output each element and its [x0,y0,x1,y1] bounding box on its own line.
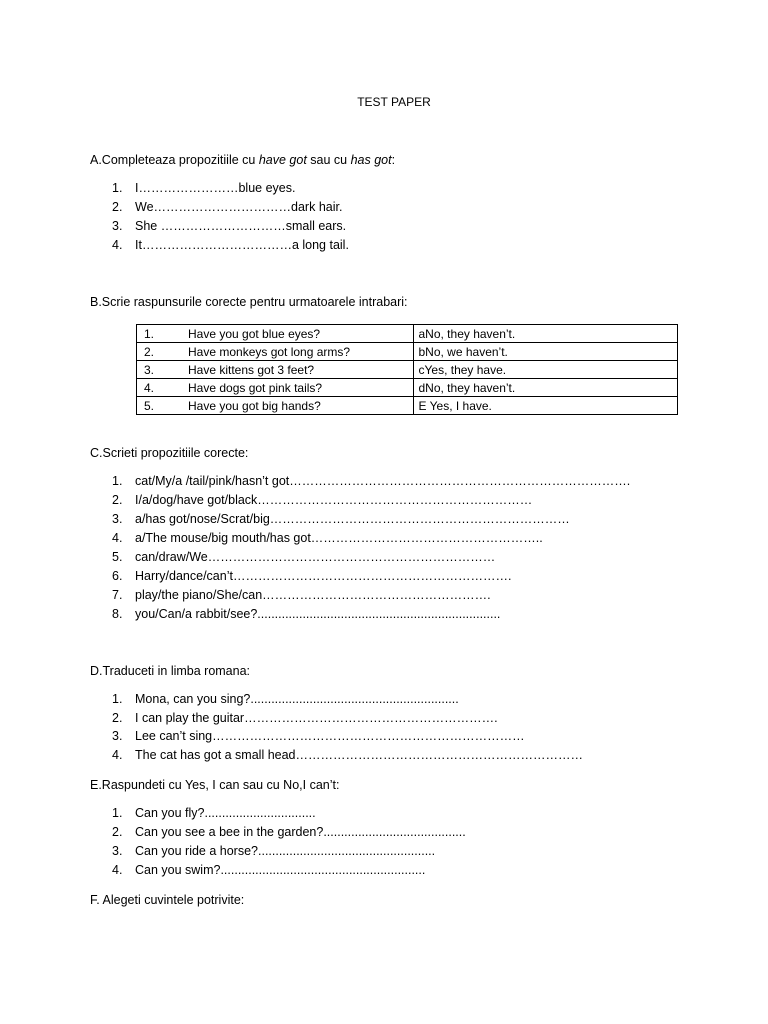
list-item [90,823,466,842]
list-item [90,179,349,198]
question-cell [137,379,414,397]
item-text: Can you see a bee in the garden?......................................... [135,825,466,839]
section-a-emphasis-1: have got [258,153,307,167]
item-text: She …………………………small ears. [135,219,347,233]
item-number: 8. [112,607,123,621]
question-text: Have you got blue eyes? [188,326,321,341]
question-text: Have kittens got 3 feet? [188,362,315,377]
list-item [90,586,630,605]
item-number: 1. [112,806,123,820]
item-text: Can you fly?................................ [135,806,316,820]
section-d-list [90,690,583,765]
question-text: Have dogs got pink tails? [188,380,323,395]
item-text: I/a/dog/have got/black………………………………………………………… [135,493,533,507]
answer-cell: cYes, they have. [413,361,678,379]
section-c-list [90,472,630,624]
list-item [90,491,630,510]
list-item [90,709,583,728]
list-item [90,510,630,529]
item-text: It………………………………a long tail. [135,238,349,252]
answer-cell: E Yes, I have. [413,397,678,415]
item-text: I……………………blue eyes. [135,181,296,195]
table-row [137,379,678,397]
list-item [90,861,466,880]
list-item [90,529,630,548]
item-number: 2. [112,493,123,507]
item-number: 3. [112,729,123,744]
answer-cell: bNo, we haven’t. [413,343,678,361]
item-text: can/draw/We…………………………………………………………… [135,550,496,564]
table-row [137,361,678,379]
item-number: 7. [112,588,123,602]
item-number: 4. [112,531,123,545]
item-text: Mona, can you sing?............................................................ [135,692,459,706]
item-number: 1. [112,181,123,195]
question-number: 4. [144,380,155,395]
questions-table [136,324,678,415]
section-a-emphasis-2: has got [350,153,392,167]
item-text: a/The mouse/big mouth/has got……………………………………………….. [135,531,543,545]
section-e-list [90,804,466,880]
item-text: Can you ride a horse?................................................... [135,844,436,858]
list-item [90,690,583,709]
item-text: play/the piano/She/can………………………………………………. [135,588,491,602]
section-e-heading: E.Raspundeti cu Yes, I can sau cu No,I can’t: [90,778,340,792]
question-number: 2. [144,344,155,359]
item-number: 4. [112,863,123,877]
list-item [90,217,349,236]
item-text: The cat has got a small head…………………………………………………………… [135,748,584,763]
section-a-prefix: A.Completeaza propozitiile cu [90,153,259,167]
question-cell [137,325,414,343]
section-a-list [90,179,349,255]
section-c-heading: C.Scrieti propozitiile corecte: [90,446,249,460]
page-title: TEST PAPER [357,95,431,109]
list-item [90,842,466,861]
question-cell [137,343,414,361]
answer-cell: dNo, they haven’t. [413,379,678,397]
item-number: 3. [112,219,123,233]
item-number: 3. [112,512,123,526]
item-text: I can play the guitar……………………………………………………. [135,710,498,725]
item-text: Can you swim?........................................................... [135,863,426,877]
answer-cell: aNo, they haven’t. [413,325,678,343]
section-f-heading: F. Alegeti cuvintele potrivite: [90,893,245,907]
item-number: 2. [112,200,123,214]
item-text: cat/My/a /tail/pink/hasn’t got………………………………………………………………………. [135,474,631,488]
item-text: a/has got/nose/Scrat/big……………………………………………………………… [135,512,570,526]
item-number: 5. [112,550,123,564]
section-d-heading: D.Traduceti in limba romana: [90,664,251,678]
item-text: Harry/dance/can’t…………………………………………………………. [135,569,512,583]
question-number: 3. [144,362,155,377]
item-number: 2. [112,710,123,725]
item-number: 6. [112,569,123,583]
section-a-suffix: : [391,153,396,167]
list-item [90,727,583,746]
list-item [90,605,630,624]
table-row [137,397,678,415]
item-number: 1. [112,692,123,706]
list-item [90,236,349,255]
item-number: 3. [112,844,123,858]
question-text: Have monkeys got long arms? [188,344,351,359]
question-text: Have you got big hands? [188,398,321,413]
list-item [90,472,630,491]
item-text: We……………………………dark hair. [135,200,343,214]
section-a-mid: sau cu [306,153,351,167]
list-item [90,548,630,567]
section-a-heading [90,153,395,167]
list-item [90,198,349,217]
list-item [90,567,630,586]
item-number: 4. [112,238,123,252]
table-row [137,325,678,343]
section-b-heading: B.Scrie raspunsurile corecte pentru urmatoarele intrabari: [90,295,408,309]
item-text: you/Can/a rabbit/see?...................................................................... [135,607,501,621]
item-number: 4. [112,748,123,763]
list-item [90,746,583,765]
list-item [90,804,466,823]
table-row [137,343,678,361]
item-number: 1. [112,474,123,488]
question-number: 1. [144,326,155,341]
item-text: Lee can’t sing………………………………………………………………… [135,729,525,744]
item-number: 2. [112,825,123,839]
question-cell [137,361,414,379]
question-number: 5. [144,398,155,413]
question-cell [137,397,414,415]
